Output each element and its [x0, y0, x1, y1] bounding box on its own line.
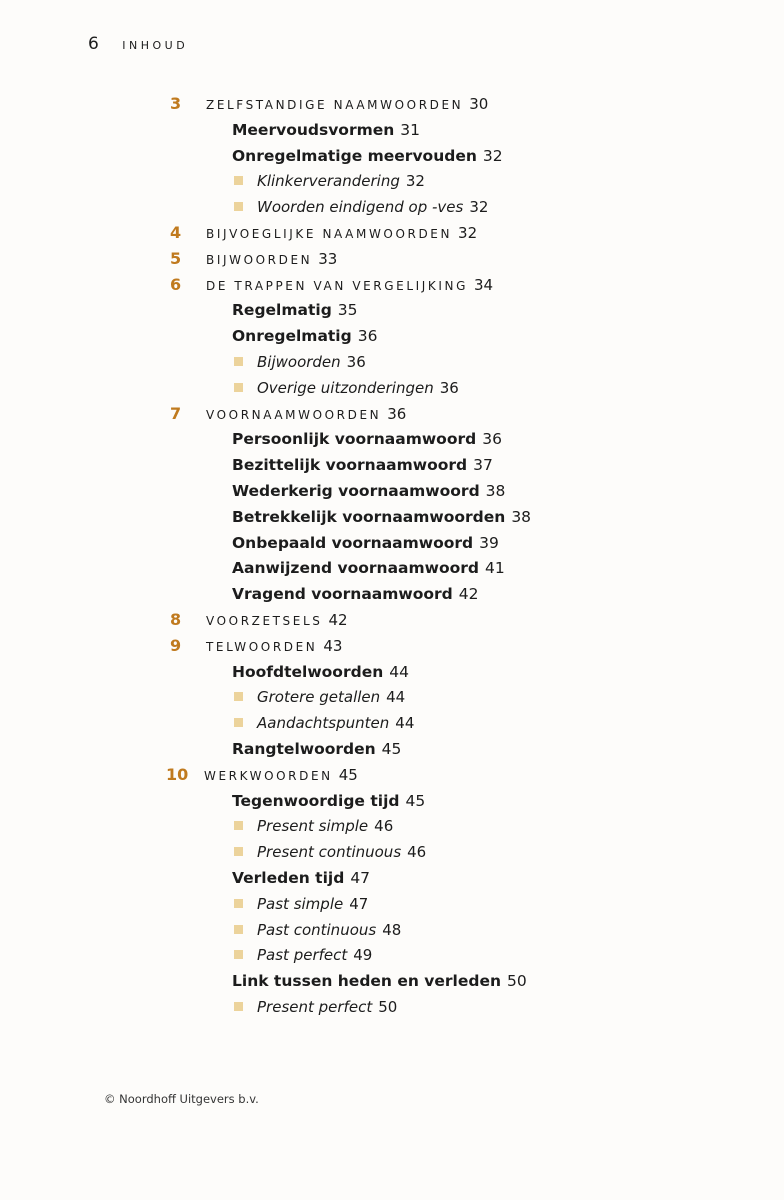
toc-subsection[interactable] [234, 710, 414, 736]
section-title-text: Hoofdtelwoorden [232, 663, 384, 681]
chapter-title-text: TELWOORDEN [206, 640, 318, 654]
section-title-text: Grotere getallen [257, 688, 381, 706]
section-title-text: Tegenwoordige tijd [232, 792, 400, 810]
page-ref: 36 [482, 430, 502, 448]
page-ref: 45 [338, 766, 358, 784]
section-title-text: Onregelmatig [232, 327, 352, 345]
page-number: 6 [88, 34, 100, 54]
toc-subsection[interactable] [234, 813, 393, 839]
section-title-text: Meervoudsvormen [232, 121, 395, 139]
toc-section[interactable] [232, 452, 493, 478]
square-bullet-icon [234, 357, 243, 366]
toc-section[interactable] [232, 736, 401, 762]
page-ref: 37 [473, 456, 493, 474]
toc-section[interactable] [232, 865, 370, 891]
page-ref: 32 [482, 147, 503, 165]
toc-section[interactable] [232, 323, 377, 349]
chapter-title [206, 91, 488, 118]
chapter-title [206, 272, 493, 299]
toc-subsection[interactable] [234, 375, 459, 401]
chapter-title-text: VOORNAAMWOORDEN [206, 408, 382, 422]
chapter-title-text: BIJVOEGLIJKE NAAMWOORDEN [206, 227, 453, 241]
page-ref: 35 [337, 301, 358, 319]
chapter-number: 8 [170, 610, 182, 629]
section-title-text: Woorden eindigend op -ves [257, 198, 464, 216]
section-title-text: Overige uitzonderingen [257, 379, 434, 397]
page-ref: 39 [479, 534, 499, 552]
toc-section[interactable] [232, 478, 505, 504]
section-title-text: Link tussen heden en verleden [232, 972, 502, 990]
chapter-title-text: VOORZETSELS [206, 614, 323, 628]
chapter-title-text: BIJWOORDEN [206, 253, 313, 267]
chapter-title [206, 220, 477, 247]
page-ref: 36 [346, 353, 366, 371]
page-ref: 45 [405, 792, 426, 810]
page-ref: 32 [469, 198, 489, 216]
chapter-title-text: WERKWOORDEN [204, 769, 333, 783]
page-ref: 38 [485, 482, 506, 500]
page-ref: 38 [511, 508, 532, 526]
chapter-title [206, 246, 337, 273]
toc-subsection[interactable] [234, 168, 425, 194]
page-ref: 41 [485, 559, 505, 577]
section-title-text: Betrekkelijk voornaamwoorden [232, 508, 506, 526]
toc-section[interactable] [232, 426, 502, 452]
section-title-text: Onregelmatige meervouden [232, 147, 477, 165]
section-title-text: Klinkerverandering [257, 172, 400, 190]
toc-section[interactable] [232, 788, 425, 814]
page-ref: 47 [350, 869, 371, 887]
page-ref: 44 [386, 688, 406, 706]
toc-section[interactable] [232, 530, 499, 556]
toc-section[interactable] [232, 581, 478, 607]
page-ref: 42 [458, 585, 479, 603]
copyright-notice: © Noordhoff Uitgevers b.v. [104, 1092, 259, 1106]
square-bullet-icon [234, 899, 243, 908]
chapter-title [204, 762, 358, 789]
toc-section[interactable] [232, 555, 505, 581]
toc-subsection[interactable] [234, 942, 372, 968]
section-title-text: Past simple [257, 895, 344, 913]
square-bullet-icon [234, 950, 243, 959]
toc-subsection[interactable] [234, 917, 401, 943]
chapter-number: 7 [170, 404, 182, 423]
page-ref: 46 [374, 817, 394, 835]
square-bullet-icon [234, 202, 243, 211]
page-ref: 48 [382, 921, 402, 939]
section-title-text: Wederkerig voornaamwoord [232, 482, 480, 500]
section-title-text: Verleden tijd [232, 869, 345, 887]
page-ref: 36 [439, 379, 459, 397]
section-title-text: Persoonlijk voornaamwoord [232, 430, 477, 448]
toc-subsection[interactable] [234, 994, 397, 1020]
section-title-text: Past perfect [257, 946, 348, 964]
toc-section[interactable] [232, 117, 420, 143]
chapter-title [206, 607, 348, 634]
page-ref: 44 [395, 714, 415, 732]
section-title-text: Present simple [257, 817, 369, 835]
page-ref: 32 [458, 224, 478, 242]
section-title-text: Aandachtspunten [257, 714, 390, 732]
page-ref: 44 [389, 663, 409, 681]
page-ref: 31 [400, 121, 421, 139]
toc-section[interactable] [232, 659, 409, 685]
section-title-text: Rangtelwoorden [232, 740, 376, 758]
page-ref: 36 [387, 405, 407, 423]
toc-subsection[interactable] [234, 891, 368, 917]
toc-section[interactable] [232, 504, 531, 530]
chapter-number: 9 [170, 636, 182, 655]
page-ref: 46 [407, 843, 427, 861]
page-ref: 43 [323, 637, 343, 655]
square-bullet-icon [234, 1002, 243, 1011]
chapter-number: 3 [170, 94, 182, 113]
section-title-text: Past continuous [257, 921, 377, 939]
page-ref: 32 [405, 172, 425, 190]
page-ref: 42 [328, 611, 348, 629]
section-title-text: Bezittelijk voornaamwoord [232, 456, 468, 474]
square-bullet-icon [234, 383, 243, 392]
page-ref: 50 [378, 998, 398, 1016]
square-bullet-icon [234, 176, 243, 185]
page-ref: 47 [349, 895, 369, 913]
square-bullet-icon [234, 925, 243, 934]
section-title-text: Aanwijzend voornaamwoord [232, 559, 480, 577]
page-header [88, 34, 188, 54]
page-ref: 34 [473, 276, 494, 294]
square-bullet-icon [234, 847, 243, 856]
toc-subsection[interactable] [234, 684, 405, 710]
square-bullet-icon [234, 692, 243, 701]
square-bullet-icon [234, 718, 243, 727]
page-ref: 45 [381, 740, 402, 758]
chapter-number: 6 [170, 275, 182, 294]
section-title-text: Onbepaald voornaamwoord [232, 534, 474, 552]
square-bullet-icon [234, 821, 243, 830]
section-title-text: Regelmatig [232, 301, 332, 319]
section-title: INHOUD [122, 39, 189, 52]
chapter-title-text: DE TRAPPEN VAN VERGELIJKING [206, 279, 468, 293]
section-title-text: Present perfect [257, 998, 373, 1016]
section-title-text: Vragend voornaamwoord [232, 585, 453, 603]
page-ref: 36 [357, 327, 378, 345]
chapter-title [206, 633, 342, 660]
toc-section[interactable] [232, 143, 503, 169]
page-ref: 30 [469, 95, 489, 113]
toc-subsection[interactable] [234, 839, 426, 865]
page-ref: 50 [507, 972, 527, 990]
chapter-title-text: ZELFSTANDIGE NAAMWOORDEN [206, 98, 464, 112]
chapter-number: 5 [170, 249, 182, 268]
chapter-number: 4 [170, 223, 182, 242]
section-title-text: Present continuous [257, 843, 402, 861]
chapter-title [206, 401, 406, 428]
toc-subsection[interactable] [234, 194, 488, 220]
page-ref: 33 [318, 250, 338, 268]
toc-section[interactable] [232, 968, 527, 994]
chapter-number: 10 [166, 765, 189, 784]
page-ref: 49 [353, 946, 373, 964]
toc-section[interactable] [232, 297, 358, 323]
section-title-text: Bijwoorden [257, 353, 341, 371]
toc-subsection[interactable] [234, 349, 366, 375]
